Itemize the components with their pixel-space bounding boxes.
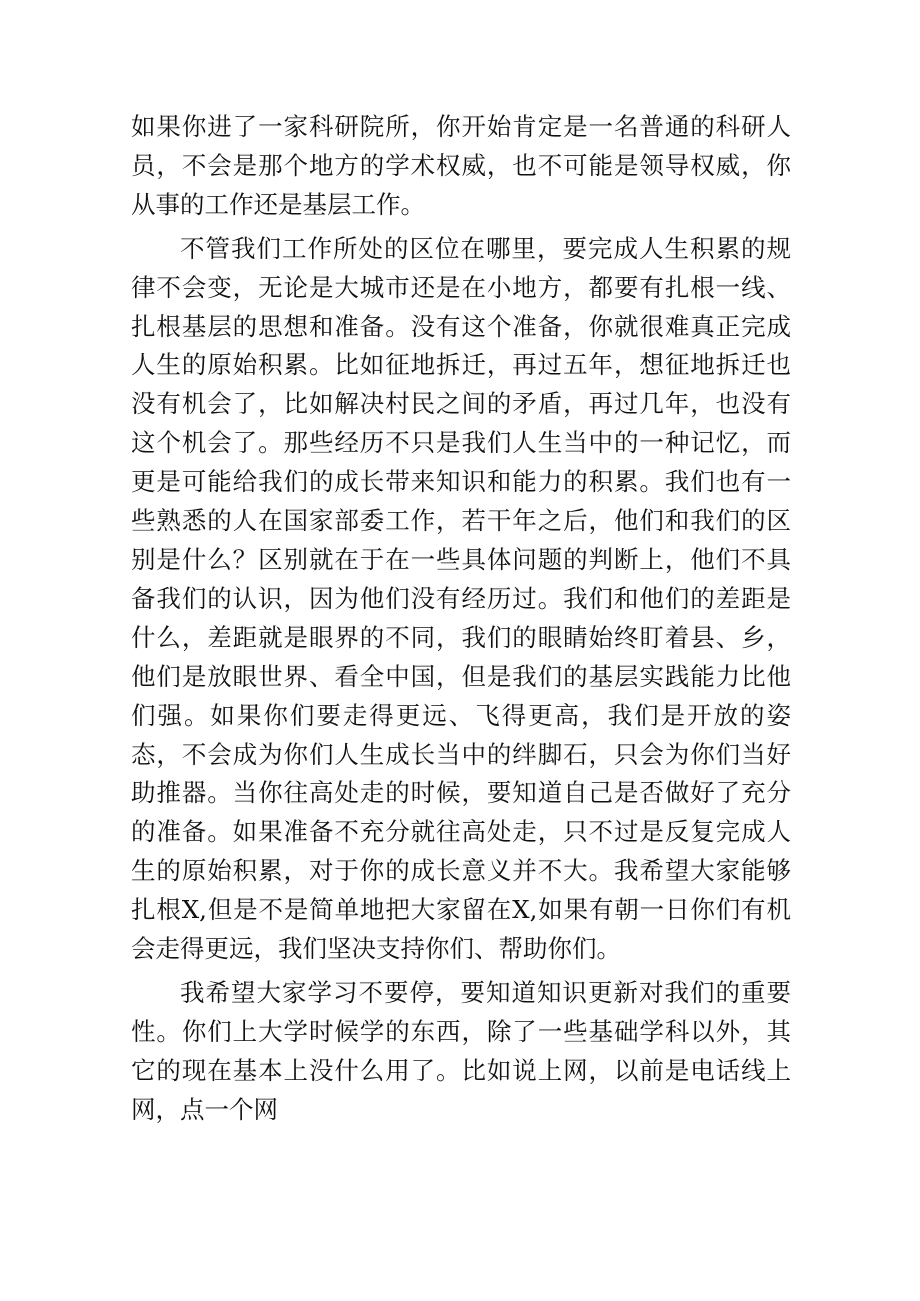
document-page: [131, 108, 791, 1135]
paragraph-3: 我希望大家学习不要停，要知道知识更新对我们的重要性。你们上大学时候学的东西，除了一些基础学科以外，其它的现在基本上没什么用了。比如说上网，以前是电话线上网，点一个网: [131, 977, 791, 1124]
paragraph-2: 不管我们工作所处的区位在哪里，要完成人生积累的规律不会变，无论是大城市还是在小地方，都要有扎根一线、扎根基层的思想和准备。没有这个准备，你就很难真正完成人生的原始积累。比如征地拆迁，再过五年，想征地拆迁也没有机会了，比如解决村民之间的矛盾，再过几年，也没有这个机会了。那些经历不只是我们人生当中的一种记忆，而更是可能给我们的成长带来知识和能力的积累。我们也有一些熟悉的人在国家部委工作，若干年之后，他们和我们的区别是什么？区别就在于在一些具体问题的判断上，他们不具备我们的认识，因为他们没有经历过。我们和他们的差距是什么，差距就是眼界的不同，我们的眼睛始终盯着县、乡，他们是放眼世界、看全中国，但是我们的基层实践能力比他们强。如果你们要走得更远、飞得更高，我们是开放的姿态，不会成为你们人生成长当中的绊脚石，只会为你们当好助推器。当你往高处走的时候，要知道自己是否做好了充分的准备。如果准备不充分就往高处走，只不过是反复完成人生的原始积累，对于你的成长意义并不大。我希望大家能够扎根X,但是不是简单地把大家留在X,如果有朝一日你们有机会走得更远，我们坚决支持你们、帮助你们。: [131, 233, 791, 964]
paragraph-1: 如果你进了一家科研院所，你开始肯定是一名普通的科研人员，不会是那个地方的学术权威，也不可能是领导权威，你从事的工作还是基层工作。: [131, 112, 791, 219]
